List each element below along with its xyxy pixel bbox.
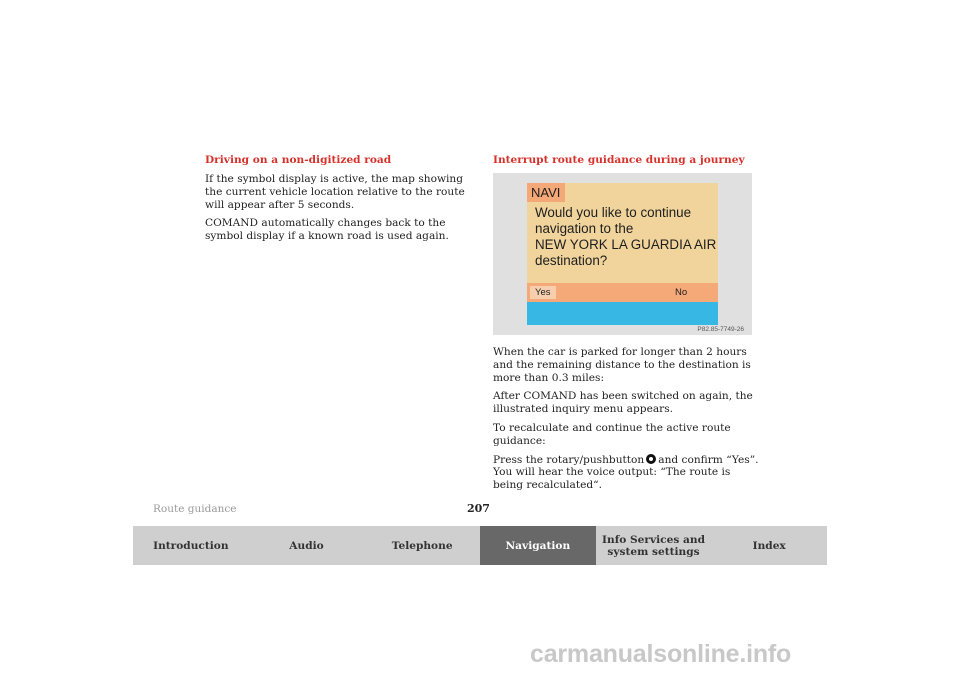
tab-introduction[interactable]: Introduction <box>133 526 249 565</box>
screen-message-area <box>527 183 718 283</box>
right-column <box>493 153 761 498</box>
watermark: carmanualsonline.info <box>530 640 792 668</box>
paragraph: To recalculate and continue the active route guidance: <box>493 421 731 447</box>
tab-audio[interactable]: Audio <box>249 526 365 565</box>
tab-label-line: system settings <box>607 545 700 558</box>
chapter-tab-bar <box>133 526 827 565</box>
section-heading: Driving on a non-digitized road <box>205 154 392 166</box>
navi-tab: NAVI <box>527 183 565 202</box>
left-column <box>205 153 470 249</box>
paragraph: COMAND automatically changes back to the symbol display if a known road is used again. <box>205 217 449 243</box>
paragraph: After COMAND has been switched on again, the illustrated inquiry menu appears. <box>493 390 753 416</box>
question-line: navigation to the <box>535 221 634 236</box>
question-line: NEW YORK LA GUARDIA AIR <box>535 237 717 252</box>
answer-bar <box>527 283 718 302</box>
section-heading: Interrupt route guidance during a journey <box>493 154 745 166</box>
voice-output-paragraph: You will hear the voice output: “The route is being recalculated“. <box>493 466 731 492</box>
confirm-text: and confirm “Yes”. <box>658 453 759 466</box>
rotary-pushbutton-icon <box>646 454 656 464</box>
question-line: destination? <box>535 253 608 268</box>
tab-info-services[interactable] <box>596 526 712 565</box>
screen-figure <box>493 173 752 335</box>
tab-label <box>602 534 705 558</box>
tab-telephone[interactable]: Telephone <box>364 526 480 565</box>
screen-question <box>535 205 715 269</box>
instruction-paragraph <box>493 454 761 467</box>
question-line: Would you like to continue <box>535 205 692 220</box>
press-text: Press the rotary/pushbutton <box>493 453 645 466</box>
comand-screen <box>527 183 718 325</box>
yes-option: Yes <box>530 286 556 299</box>
section-title: Route guidance <box>153 503 237 515</box>
no-option: No <box>675 287 688 298</box>
tab-label-line: Info Services and <box>602 533 705 546</box>
screen-footer-bar <box>527 302 718 325</box>
page-number: 207 <box>467 502 490 515</box>
paragraph: If the symbol display is active, the map showing the current vehicle location relative to the route will appear after 5 seconds. <box>205 173 465 211</box>
paragraph: When the car is parked for longer than 2 hours and the remaining distance to the destination is more than 0.3 miles: <box>493 346 751 384</box>
tab-navigation[interactable]: Navigation <box>480 526 596 565</box>
figure-code: P82.85-7749-26 <box>697 326 744 333</box>
tab-index[interactable]: Index <box>711 526 827 565</box>
